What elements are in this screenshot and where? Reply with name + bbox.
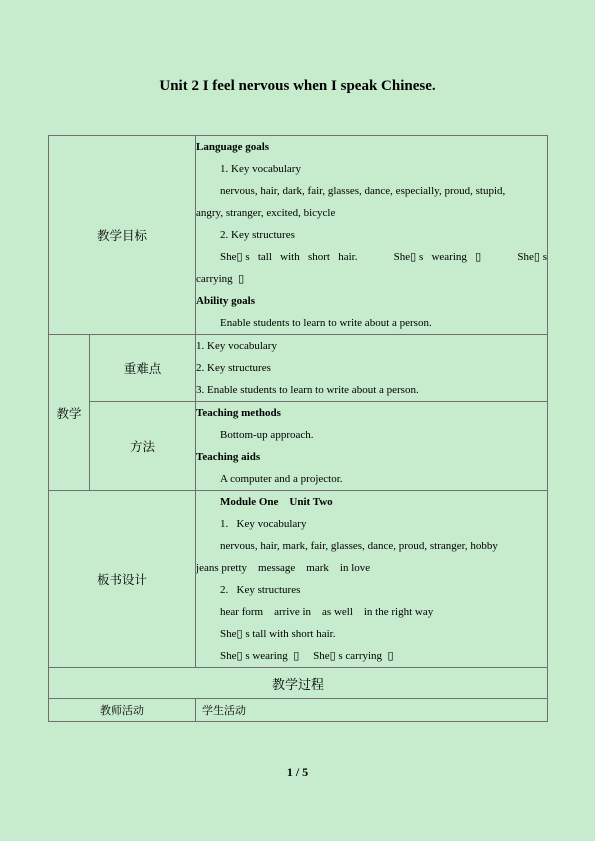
board-vocab-words-1: nervous, hair, mark, fair, glasses, dance, proud, stranger, hobby [220, 540, 498, 552]
goals-vocab-words-2: angry, stranger, excited, bicycle [196, 207, 336, 219]
teaching-aids-heading: Teaching aids [196, 451, 261, 463]
goals-structures-line [196, 246, 547, 268]
page-number: 1 / 5 [286, 765, 309, 779]
key-point-2: 2. Key structures [196, 362, 271, 374]
goals-struct-b: She▯ s wearing ▯ [393, 251, 482, 263]
goals-structures-item: 2. Key structures [220, 229, 295, 241]
row-methods [49, 402, 548, 491]
board-module-line: Module One Unit Two [220, 496, 333, 508]
ability-goals-text: Enable students to learn to write about a person. [220, 317, 432, 329]
row-teaching-goals [49, 136, 548, 335]
teaching-aids-text: A computer and a projector. [220, 473, 343, 485]
row-activities [49, 699, 548, 722]
key-points-content [196, 335, 548, 402]
board-design-label: 板书设计 [49, 491, 196, 668]
goals-vocab-item: 1. Key vocabulary [220, 163, 301, 175]
methods-content [196, 402, 548, 491]
key-point-1: 1. Key vocabulary [196, 340, 277, 352]
teaching-goals-content [196, 136, 548, 335]
board-design-content [196, 491, 548, 668]
teaching-process-header: 教学过程 [49, 668, 548, 699]
row-process-header [49, 668, 548, 699]
board-structures-item: 2. Key structures [220, 584, 301, 596]
goals-vocab-words-1: nervous, hair, dark, fair, glasses, dance, especially, proud, stupid, [220, 185, 506, 197]
document-title: Unit 2 I feel nervous when I speak Chinese. [159, 78, 436, 94]
language-goals-heading: Language goals [196, 141, 270, 153]
row-key-points [49, 335, 548, 402]
board-struct-1: She▯ s tall with short hair. [220, 628, 336, 640]
key-point-3: 3. Enable students to learn to write about a person. [196, 384, 419, 396]
row-board-design [49, 491, 548, 668]
goals-struct-a: She▯ s tall with short hair. [220, 251, 358, 263]
board-phrases: hear form arrive in as well in the right way [220, 606, 434, 618]
goals-struct-c: She▯ s [517, 251, 547, 263]
board-vocab-item: 1. Key vocabulary [220, 518, 307, 530]
teaching-methods-heading: Teaching methods [196, 407, 281, 419]
teaching-methods-text: Bottom-up approach. [220, 429, 314, 441]
ability-goals-heading: Ability goals [196, 295, 255, 307]
student-activity-header: 学生活动 [196, 699, 548, 722]
teacher-activity-header: 教师活动 [49, 699, 196, 722]
methods-label: 方法 [90, 402, 196, 491]
teaching-goals-label: 教学目标 [49, 136, 196, 335]
key-points-label: 重难点 [90, 335, 196, 402]
teaching-label: 教学 [49, 335, 90, 491]
board-struct-2: She▯ s wearing ▯ She▯ s carrying ▯ [220, 650, 394, 662]
lesson-plan-table [48, 135, 548, 722]
board-vocab-words-2: jeans pretty message mark in love [196, 562, 371, 574]
goals-struct-d: carrying ▯ [196, 273, 245, 285]
